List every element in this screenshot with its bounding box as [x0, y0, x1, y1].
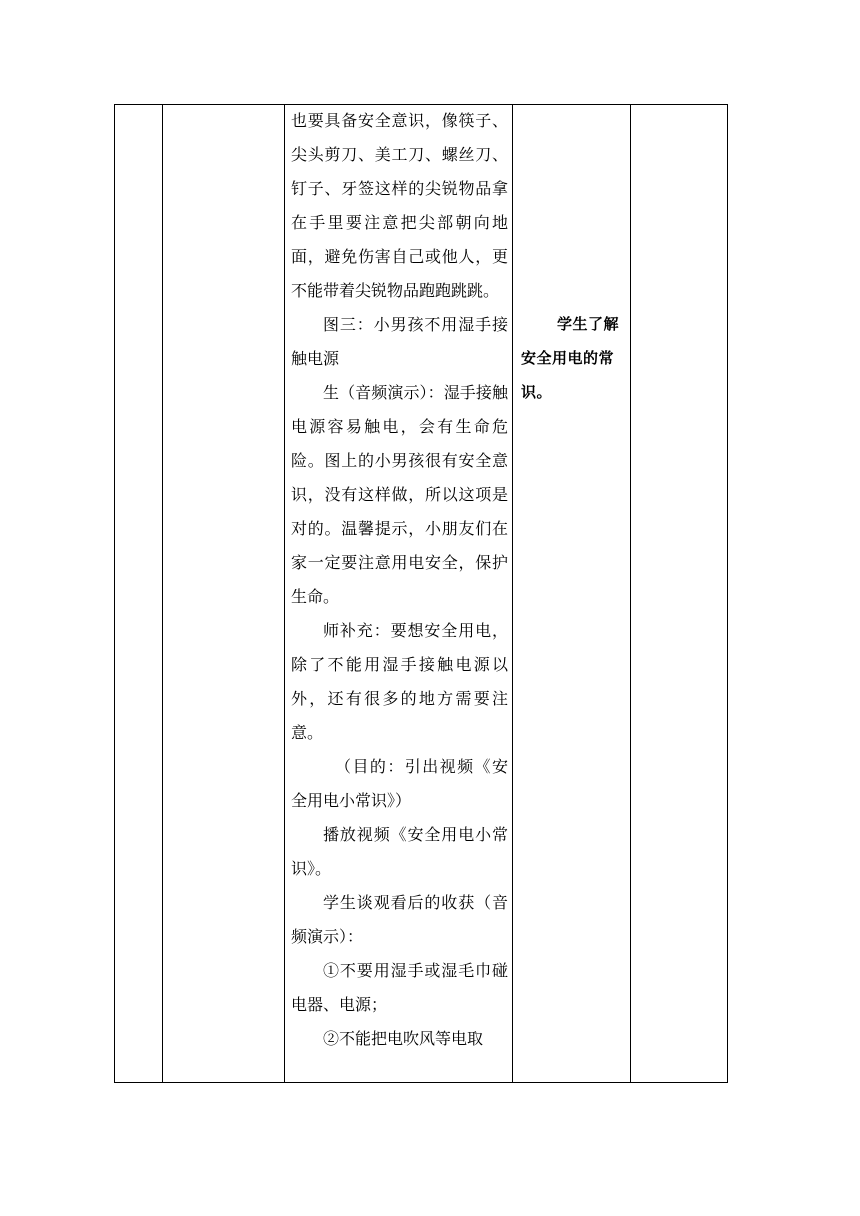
lesson-plan-table [114, 104, 728, 1083]
content-paragraph-8: ①不要用湿手或湿毛巾碰电器、电源； [291, 961, 508, 1014]
content-paragraph-2: 图三：小男孩不用湿手接触电源 [291, 315, 508, 368]
content-paragraph-4: 师补充：要想安全用电，除了不能用湿手接触电源以外，还有很多的地方需要注意。 [291, 621, 508, 742]
content-paragraph-6: 播放视频《安全用电小常识》。 [291, 825, 508, 878]
empty-cell-col1 [115, 105, 163, 1083]
empty-cell-col2 [163, 105, 285, 1083]
teaching-content-cell [285, 105, 513, 1083]
design-purpose-cell [513, 105, 631, 1083]
content-paragraph-1: 也要具备安全意识，像筷子、尖头剪刀、美工刀、螺丝刀、钉子、牙签这样的尖锐物品拿在手里要注意把尖部朝向地面，避免伤害自己或他人，更不能带着尖锐物品跑跑跳跳。 [291, 111, 508, 300]
content-paragraph-5: （目的：引出视频《安全用电小常识》） [291, 757, 508, 810]
empty-cell-col5 [631, 105, 728, 1083]
design-purpose-text: 学生了解安全用电的常识。 [521, 315, 620, 401]
content-paragraph-3: 生（音频演示）：湿手接触电源容易触电，会有生命危险。图上的小男孩很有安全意识，没有这样做，所以这项是对的。温馨提示，小朋友们在家一定要注意用电安全，保护生命。 [291, 383, 508, 606]
table-row [115, 105, 728, 1083]
content-paragraph-9: ②不能把电吹风等电取 [323, 1029, 484, 1048]
content-paragraph-7: 学生谈观看后的收获（音频演示）： [291, 893, 508, 946]
